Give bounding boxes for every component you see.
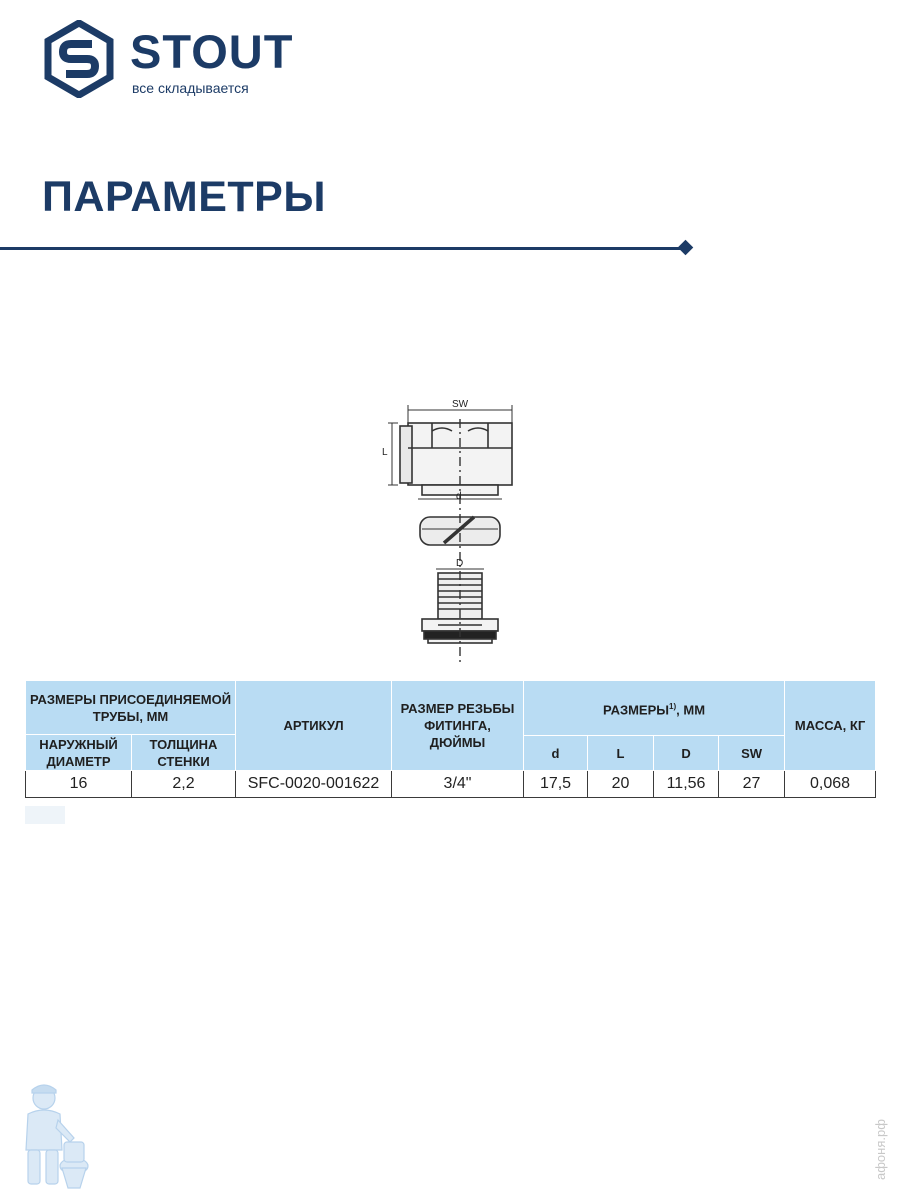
hexagon-s-logo-icon bbox=[44, 20, 114, 98]
title-divider bbox=[0, 247, 682, 250]
specs-table-container bbox=[25, 680, 875, 824]
drawing-label-big-d: D bbox=[456, 558, 464, 569]
cell-article: SFC-0020-001622 bbox=[236, 771, 392, 798]
cell-mass: 0,068 bbox=[785, 771, 876, 798]
cell-outer-diameter: 16 bbox=[26, 771, 132, 798]
table-row bbox=[26, 771, 876, 798]
specs-table bbox=[25, 680, 876, 798]
cell-thread-size: 3/4" bbox=[392, 771, 524, 798]
brand-tagline: все складывается bbox=[132, 80, 249, 96]
cell-d: 17,5 bbox=[524, 771, 588, 798]
header-article: АРТИКУЛ bbox=[236, 681, 392, 771]
plumber-mascot-icon bbox=[10, 1080, 90, 1192]
header-big-d: D bbox=[654, 736, 719, 771]
drawing-label-d: d bbox=[456, 491, 462, 502]
header-dimensions-unit: , ММ bbox=[676, 702, 706, 718]
header-sw: SW bbox=[719, 736, 785, 771]
header-d: d bbox=[524, 736, 588, 771]
brand-logo bbox=[44, 20, 294, 100]
divider-diamond-icon bbox=[678, 240, 694, 256]
header-thread-size: РАЗМЕР РЕЗЬБЫ ФИТИНГА, ДЮЙМЫ bbox=[392, 681, 524, 771]
header-dimensions bbox=[524, 681, 785, 736]
fitting-technical-drawing bbox=[370, 393, 550, 668]
header-dimensions-sup: 1) bbox=[669, 701, 677, 711]
header-mass: МАССА, КГ bbox=[785, 681, 876, 771]
drawing-label-l: L bbox=[382, 447, 388, 458]
cell-sw: 27 bbox=[719, 771, 785, 798]
header-l: L bbox=[588, 736, 654, 771]
table-shadow bbox=[25, 806, 65, 824]
header-wall-thickness: ТОЛЩИНА СТЕНКИ bbox=[132, 735, 236, 771]
header-outer-diameter: НАРУЖНЫЙ ДИАМЕТР bbox=[26, 735, 132, 771]
cell-l: 20 bbox=[588, 771, 654, 798]
page-title: ПАРАМЕТРЫ bbox=[42, 173, 326, 221]
header-dimensions-text: РАЗМЕРЫ bbox=[603, 702, 670, 718]
header-pipe-sizes: РАЗМЕРЫ ПРИСОЕДИНЯЕМОЙ ТРУБЫ, ММ bbox=[26, 681, 236, 735]
brand-name: STOUT bbox=[130, 25, 294, 78]
drawing-label-sw: SW bbox=[452, 399, 469, 410]
cell-wall-thickness: 2,2 bbox=[132, 771, 236, 798]
cell-big-d: 11,56 bbox=[654, 771, 719, 798]
side-watermark: афоня.рф bbox=[873, 1119, 888, 1180]
